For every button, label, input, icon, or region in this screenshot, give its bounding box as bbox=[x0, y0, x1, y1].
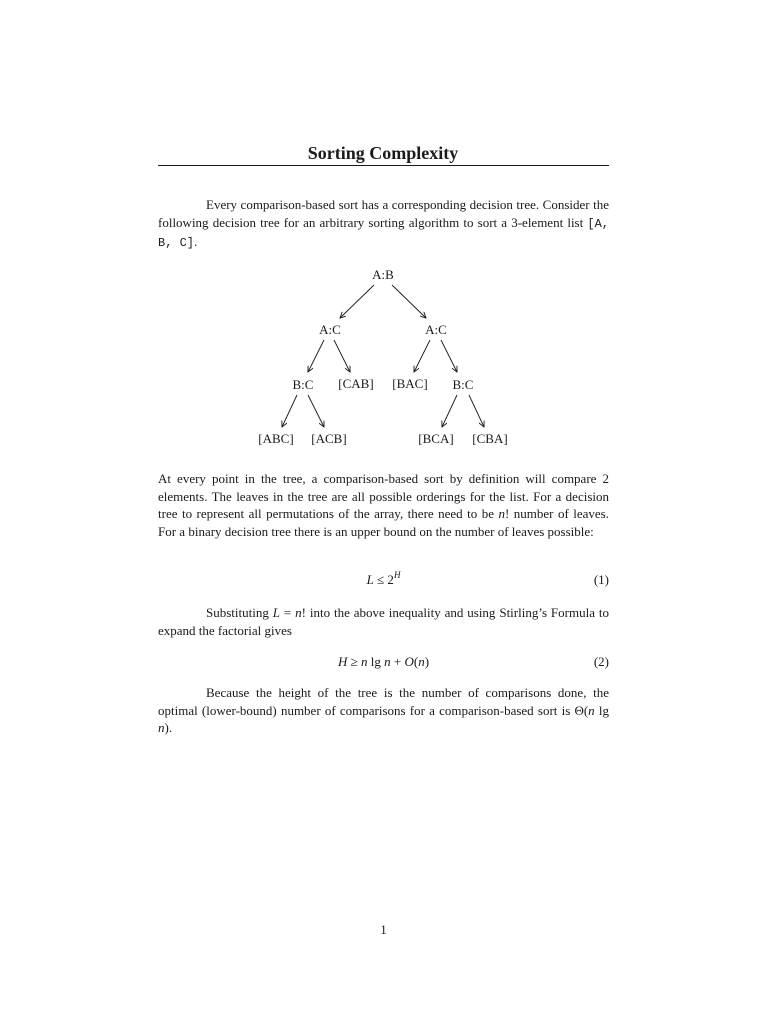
page-number: 1 bbox=[380, 922, 387, 937]
edge-right-rl bbox=[414, 340, 430, 372]
paragraph-leaves bbox=[158, 470, 609, 540]
para4-text-end: ). bbox=[164, 720, 173, 736]
para2-n: n bbox=[498, 506, 505, 522]
node-right: A:C bbox=[425, 322, 447, 337]
edge-ll-right bbox=[308, 395, 324, 427]
edge-root-left bbox=[340, 285, 374, 318]
leaf-bac: [BAC] bbox=[392, 376, 428, 391]
eq2-open: ( bbox=[413, 654, 419, 669]
node-right-right: B:C bbox=[452, 377, 474, 392]
eq2-O: O bbox=[404, 654, 414, 669]
edge-rr-right bbox=[469, 395, 484, 427]
intro-text: Every comparison-based sort has a corresponding decision tree. Consider the following decision tree for an arbitrary sorting algorithm to sort a 3-element list bbox=[158, 197, 609, 230]
intro-code: [A, B, C] bbox=[158, 216, 609, 251]
equation-1-number: (1) bbox=[593, 572, 609, 587]
edge-right-rr bbox=[441, 340, 457, 372]
para3-text-end: ! into the above inequality and using Stirling’s Formula to expand the factorial gives bbox=[158, 605, 609, 638]
eq2-n1: n bbox=[360, 654, 368, 669]
equation-2-expr bbox=[158, 654, 609, 670]
para3-eq: = bbox=[279, 605, 296, 620]
equation-1-expr bbox=[158, 572, 609, 588]
eq1-lhs: L bbox=[366, 572, 374, 587]
intro-paragraph bbox=[158, 196, 609, 253]
para4-text: Because the height of the tree is the number of comparisons done, the optimal (lower-bound) number of comparisons for a comparison-based sort is Θ( bbox=[158, 685, 609, 718]
para3-L: L bbox=[272, 605, 280, 620]
eq1-sup: H bbox=[393, 570, 401, 580]
edge-ll-left bbox=[282, 395, 297, 427]
para4-n1: n bbox=[588, 702, 595, 718]
equation-1 bbox=[158, 572, 609, 590]
leaf-cba: [CBA] bbox=[472, 431, 508, 446]
edge-left-ll bbox=[308, 340, 324, 372]
equation-2-number: (2) bbox=[593, 654, 609, 669]
leaf-acb: [ACB] bbox=[311, 431, 347, 446]
eq2-close: ) bbox=[424, 654, 430, 669]
eq2-plus: + bbox=[390, 654, 405, 669]
para2-text-end: ! number of leaves. For a binary decision tree there is an upper bound on the number of leaves possible: bbox=[158, 506, 609, 539]
para4-n2: n bbox=[158, 720, 165, 736]
leaf-bca: [BCA] bbox=[418, 431, 454, 446]
edge-left-lr bbox=[334, 340, 350, 372]
equation-2 bbox=[158, 654, 609, 672]
page-title: Sorting Complexity bbox=[307, 143, 459, 163]
eq2-lg: lg bbox=[367, 654, 385, 669]
node-root: A:B bbox=[372, 267, 394, 282]
node-left: A:C bbox=[319, 322, 341, 337]
para3-text: Substituting bbox=[206, 605, 273, 620]
edge-rr-left bbox=[442, 395, 457, 427]
eq1-rel: ≤ 2 bbox=[373, 572, 394, 587]
eq2-ge: ≥ bbox=[347, 654, 361, 669]
paragraph-stirling bbox=[158, 604, 609, 639]
paragraph-conclusion bbox=[158, 684, 609, 737]
para4-lg: lg bbox=[594, 702, 609, 718]
title-rule bbox=[158, 165, 609, 166]
leaf-abc: [ABC] bbox=[258, 431, 294, 446]
eq2-n2: n bbox=[384, 654, 391, 669]
node-left-left: B:C bbox=[292, 377, 314, 392]
para3-n: n bbox=[295, 605, 302, 620]
eq2-n3: n bbox=[418, 654, 425, 669]
eq2-H: H bbox=[337, 654, 348, 669]
intro-text-end: . bbox=[194, 234, 198, 250]
edge-root-right bbox=[392, 285, 426, 318]
para2-text: At every point in the tree, a comparison-based sort by definition will compare 2 elements. The leaves in the tree are all possible orderings for the list. For a decision tree to represent all permutations of the array, there need to be bbox=[158, 471, 609, 522]
leaf-cab: [CAB] bbox=[338, 376, 374, 391]
